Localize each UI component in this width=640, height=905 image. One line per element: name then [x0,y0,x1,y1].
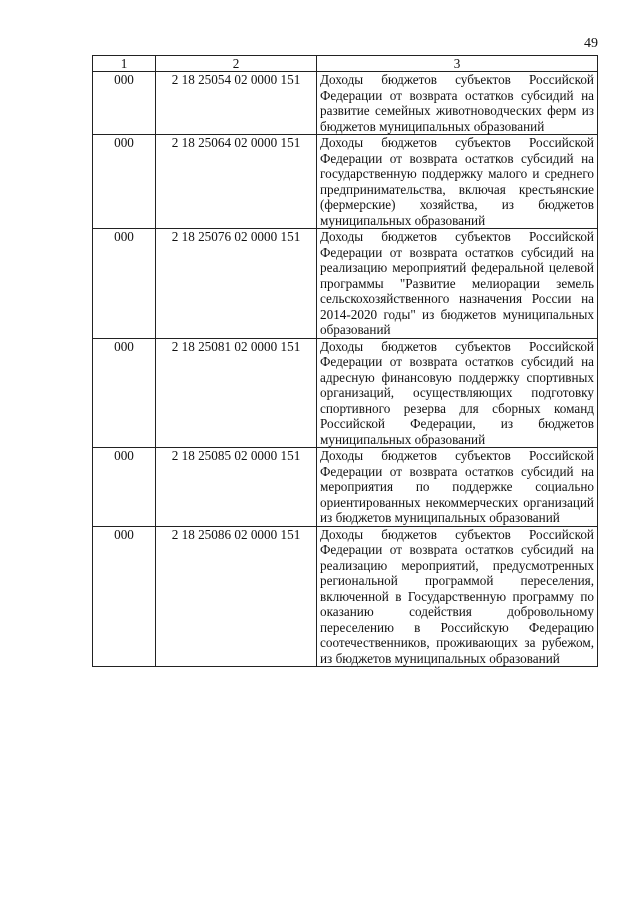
description-cell: Доходы бюджетов субъектов Российской Федерации от возврата остатков субсидий на реализацию мероприятий, предусмотренных региональной программой переселения, включенной в Государственную программу по оказанию содействия добровольному переселению в Российскую Федерацию соотечественников, проживающих за рубежом, из бюджетов муниципальных образований [317,526,598,667]
table-row [93,338,598,448]
admin-code-cell: 000 [93,338,156,448]
table-row [93,135,598,229]
income-code-cell: 2 18 25085 02 0000 151 [156,448,317,527]
income-code-cell: 2 18 25064 02 0000 151 [156,135,317,229]
description-cell: Доходы бюджетов субъектов Российской Федерации от возврата остатков субсидий на реализацию мероприятий федеральной целевой программы "Развитие мелиорации земель сельскохозяйственного назначения России на 2014-2020 годы" из бюджетов муниципальных образований [317,229,598,339]
table-header-row [93,56,598,72]
admin-code-cell: 000 [93,229,156,339]
income-code-cell: 2 18 25076 02 0000 151 [156,229,317,339]
table-row [93,72,598,135]
description-cell: Доходы бюджетов субъектов Российской Федерации от возврата остатков субсидий на мероприятия по поддержке социально ориентированных некоммерческих организаций из бюджетов муниципальных образований [317,448,598,527]
column-header-3: 3 [317,56,598,72]
income-code-cell: 2 18 25086 02 0000 151 [156,526,317,667]
column-header-2: 2 [156,56,317,72]
page-number: 49 [584,36,598,51]
income-code-cell: 2 18 25054 02 0000 151 [156,72,317,135]
table-row [93,448,598,527]
column-header-1: 1 [93,56,156,72]
table-row [93,526,598,667]
budget-income-table [92,55,598,667]
description-cell: Доходы бюджетов субъектов Российской Федерации от возврата остатков субсидий на адресную финансовую поддержку спортивных организаций, осуществляющих подготовку спортивного резерва для сборных команд Российской Федерации, из бюджетов муниципальных образований [317,338,598,448]
admin-code-cell: 000 [93,135,156,229]
admin-code-cell: 000 [93,448,156,527]
table-row [93,229,598,339]
description-cell: Доходы бюджетов субъектов Российской Федерации от возврата остатков субсидий на государственную поддержку малого и среднего предпринимательства, включая крестьянские (фермерские) хозяйства, из бюджетов муниципальных образований [317,135,598,229]
admin-code-cell: 000 [93,526,156,667]
admin-code-cell: 000 [93,72,156,135]
income-code-cell: 2 18 25081 02 0000 151 [156,338,317,448]
description-cell: Доходы бюджетов субъектов Российской Федерации от возврата остатков субсидий на развитие семейных животноводческих ферм из бюджетов муниципальных образований [317,72,598,135]
